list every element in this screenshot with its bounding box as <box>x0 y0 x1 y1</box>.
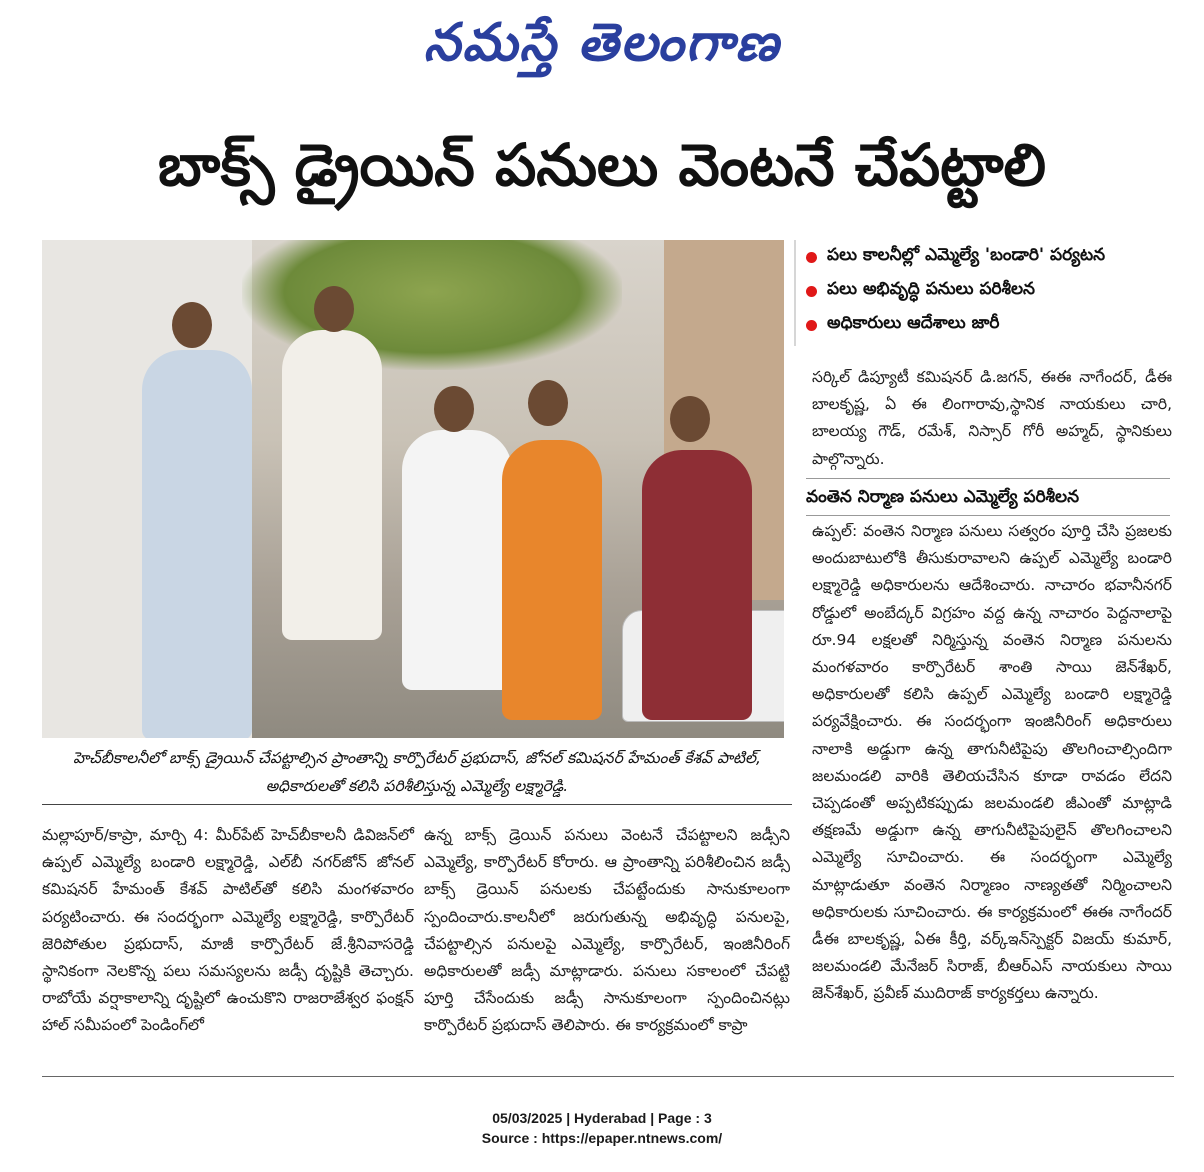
bullet-dot-icon <box>806 320 817 331</box>
footer-date-line: 05/03/2025 | Hyderabad | Page : 3 <box>492 1110 712 1126</box>
photo-person-head <box>434 386 474 432</box>
footer-rule <box>42 1076 1174 1077</box>
photo-person-head <box>172 302 212 348</box>
page-footer <box>0 1108 1204 1148</box>
highlight-item <box>800 240 1170 274</box>
highlight-item <box>800 308 1170 342</box>
newspaper-masthead: నమస్తే తెలంగాణ <box>423 12 781 73</box>
right-column-article: ఉప్పల్: వంతెన నిర్మాణ పనులు సత్వరం పూర్తి చేసి ప్రజలకు అందుబాటులోకి తీసుకురావాలని ఉప్పల్ ఎమ్మెల్యే బండారి లక్ష్మారెడ్డి అధికారులను ఆదేశించారు. నాచారం భవానీనగర్ రోడ్డులో అంబేద్కర్ విగ్రహం వద్ద ఉన్న నాచారం పెద్దనాలాపై రూ.94 లక్షలతో నిర్మిస్తున్న వంతెన నిర్మాణ పనులను మంగళవారం కార్పొరేటర్ శాంతి సాయి జెన్‌శేఖర్, అధికారులతో కలిసి ఉప్పల్ ఎమ్మెల్యే బండారి లక్ష్మారెడ్డి పర్యవేక్షించారు. ఈ సందర్భంగా ఇంజినీరింగ్ అధికారులు నాలాకి అడ్డుగా ఉన్న తాగునీటిపైపు తొలగించాల్సిందిగా జలమండలి వారికి తెలియచేసిన కూడా రావడం లేదని చెప్పడంతో అప్పటికప్పుడు జలమండలి జీఎంతో మాట్లాడి తక్షణమే అడ్డుగా ఉన్న తాగునీటిపైపులైన్ తొలగించాలని ఎమ్మెల్యే సూచించారు. ఈ సందర్భంగా ఎమ్మెల్యే మాట్లాడుతూ వంతెన నిర్మాణం నాణ్యతతో నిర్మించాలని అధికారులకు సూచించారు. ఈ కార్యక్రమంలో ఈఈ నాగేందర్ డీఈ బాలకృష్ణ, ఏఈ కీర్తి, వర్క్ఇన్‌స్పెక్టర్ విజయ్ కుమార్, జలమండలి మేనేజర్ సిరాజ్, బీఆర్ఎస్ నాయకులు సాయి జెన్‌శేఖర్, ప్రవీణ్ ముదిరాజ్ కార్యకర్తలు ఉన్నారు. <box>812 522 1172 1003</box>
photo-person-head <box>528 380 568 426</box>
photo-person <box>282 330 382 640</box>
article-photo <box>42 240 784 738</box>
footer-source-link[interactable]: Source : https://epaper.ntnews.com/ <box>481 1130 723 1146</box>
article-headline: బాక్స్ డ్రైయిన్ పనులు వెంటనే చేపట్టాలి <box>157 131 1046 199</box>
highlight-item <box>800 274 1170 308</box>
bullet-dot-icon <box>806 252 817 263</box>
photo-person <box>142 350 252 738</box>
highlight-text: పలు అభివృద్ధి పనులు పరిశీలన <box>827 279 1035 299</box>
photo-person <box>502 440 602 720</box>
article-column-2: ఉన్న బాక్స్ డ్రెయిన్ పనులు వెంటనే చేపట్టాలని జడ్సీని ఎమ్మెల్యే, కార్పొరేటర్ కోరారు. ఆ ప్రాంతాన్ని పరిశీలించిన జడ్సీ బాక్స్ డ్రెయిన్ పనులకు చేపట్టేందుకు సానుకూలంగా స్పందించారు.కాలనీలో జరుగుతున్న అభివృద్ధి పనులపై, చేపట్టాల్సిన పనులపై ఎమ్మెల్యే, కార్పొరేటర్, ఇంజినీరింగ్ అధికారులతో జడ్సీ మాట్లాడారు. పనులు సకాలంలో చేపట్టి పూర్తి చేసేందుకు జడ్సీ సానుకూలంగా స్పందించినట్లు కార్పొరేటర్ ప్రభుదాస్ తెలిపారు. ఈ కార్యక్రమంలో కాప్రా <box>424 826 790 1035</box>
highlight-text: అధికారులు ఆదేశాలు జారీ <box>827 313 1000 333</box>
highlights-list <box>800 240 1170 344</box>
photo-person <box>402 430 512 690</box>
photo-caption: హెచ్‌బీకాలనీలో బాక్స్ డ్రైయిన్ చేపట్టాల్సిన ప్రాంతాన్ని కార్పొరేటర్ ప్రభుదాస్, జోనల్ కమిషనర్ హేమంత్ కేశవ్ పాటిల్, అధికారులతో కలిసి పరిశీలిస్తున్న ఎమ్మెల్యే లక్ష్మారెడ్డి. <box>42 744 792 805</box>
right-column-paragraph: సర్కిల్ డిప్యూటీ కమిషనర్ డి.జగన్, ఈఈ నాగేందర్, డీఈ బాలకృష్ణ, ఏ ఈ లింగారావు,స్థానిక నాయకులు చారి, బాలయ్య గౌడ్, రమేశ్, నిస్సార్ గోరీ అహ్మద్, స్థానికులు పాల్గొన్నారు. <box>812 368 1172 468</box>
column-divider <box>794 240 796 346</box>
bullet-dot-icon <box>806 286 817 297</box>
highlight-text: పలు కాలనీల్లో ఎమ్మెల్యే 'బండారి' పర్యటన <box>827 245 1106 265</box>
article-column-1: మల్లాపూర్/కాప్రా, మార్చి 4: మీర్‌పేట్ హెచ్‌బీకాలనీ డివిజన్‌లో ఉప్పల్ ఎమ్మెల్యే బండారి లక్ష్మారెడ్డి, ఎల్‌బీ నగర్‌జోన్ జోనల్ కమిషనర్ హేమంత్ కేశవ్ పాటిల్‌తో కలిసి మంగళవారం పర్యటించారు. ఈ సందర్భంగా ఎమ్మెల్యే లక్ష్మారెడ్డి, కార్పొరేటర్ జెరిపోతుల ప్రభుదాస్, మాజీ కార్పొరేటర్ జే.శ్రీనివాసరెడ్డి స్థానికంగా నెలకొన్న పలు సమస్యలను జడ్సీ దృష్టికి తెచ్చారు. రాబోయే వర్షాకాలాన్ని దృష్టిలో ఉంచుకొని రాజరాజేశ్వర ఫంక్షన్ హాల్ సమీపంలో పెండింగ్‌లో <box>42 826 414 1035</box>
photo-person-head <box>670 396 710 442</box>
photo-person <box>642 450 752 720</box>
section-subheading: వంతెన నిర్మాణ పనులు ఎమ్మెల్యే పరిశీలన <box>806 478 1170 516</box>
photo-person-head <box>314 286 354 332</box>
